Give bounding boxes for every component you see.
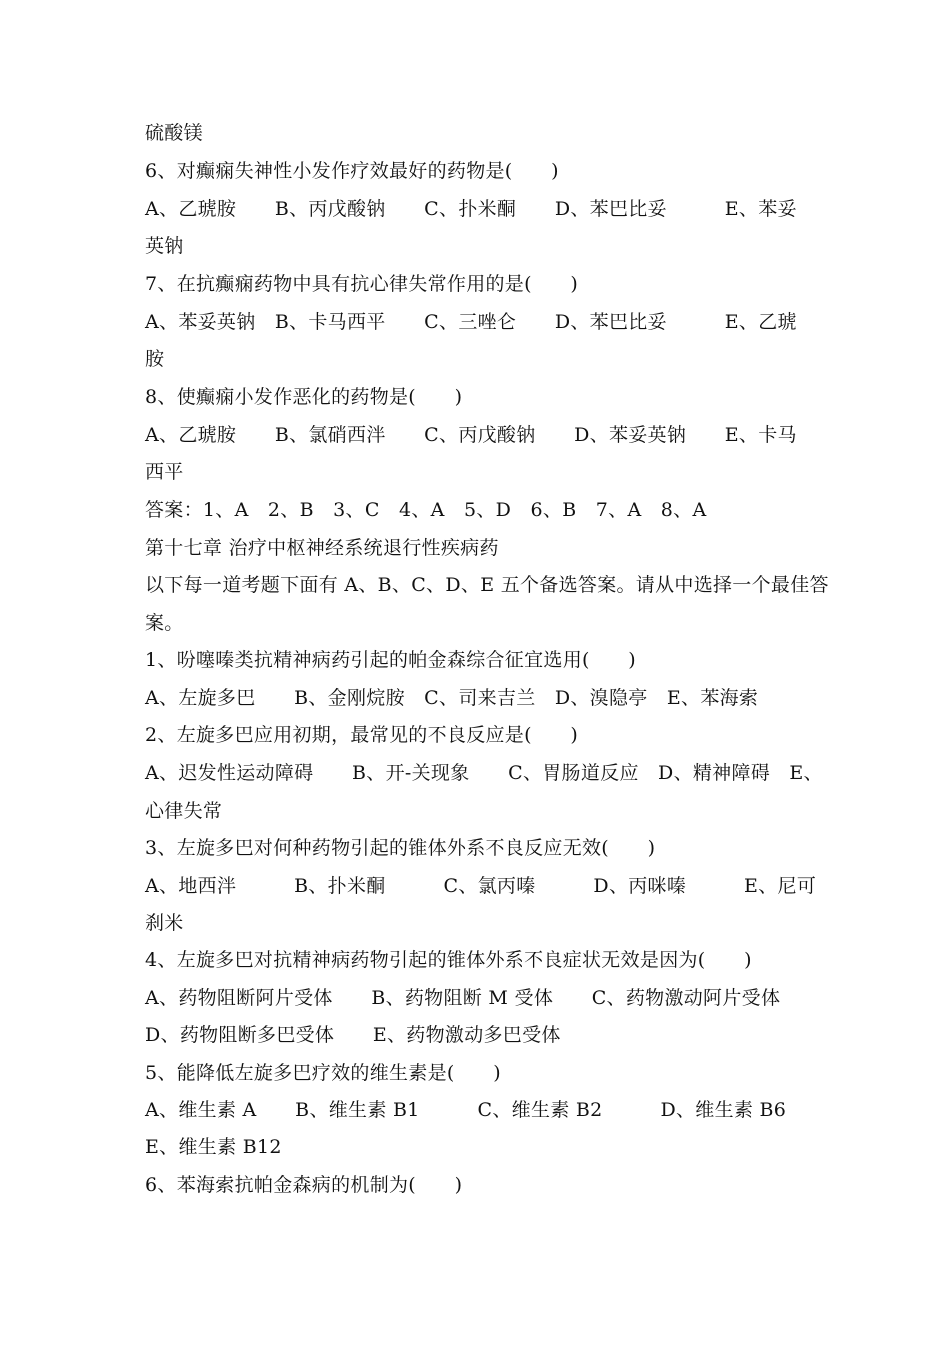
question-2-options: A、迟发性运动障碍 B、开-关现象 C、胃肠道反应 D、精神障碍 E、	[145, 762, 823, 784]
question-1: 1、吩噻嗪类抗精神病药引起的帕金森综合征宜选用( )	[145, 649, 637, 671]
question-8-options: A、乙琥胺 B、氯硝西泮 C、丙戊酸钠 D、苯妥英钠 E、卡马	[145, 424, 797, 446]
question-7-options: A、苯妥英钠 B、卡马西平 C、三唑仑 D、苯巴比妥 E、乙琥	[145, 311, 797, 333]
question-6-options: A、乙琥胺 B、丙戊酸钠 C、扑米酮 D、苯巴比妥 E、苯妥	[145, 198, 797, 220]
question-5-options: A、维生素 A B、维生素 B1 C、维生素 B2 D、维生素 B6	[145, 1099, 787, 1121]
question-8-options-cont: 西平	[145, 461, 184, 483]
instructions: 以下每一道考题下面有 A、B、C、D、E 五个备选答案。请从中选择一个最佳答	[145, 574, 829, 596]
instructions-cont: 案。	[145, 612, 184, 634]
question-3-options: A、地西泮 B、扑米酮 C、氯丙嗪 D、丙咪嗪 E、尼可	[145, 875, 817, 897]
question-6-options-cont: 英钠	[145, 235, 184, 257]
question-4: 4、左旋多巴对抗精神病药物引起的锥体外系不良症状无效是因为( )	[145, 949, 752, 971]
question-3: 3、左旋多巴对何种药物引起的锥体外系不良反应无效( )	[145, 837, 656, 859]
question-6b: 6、苯海索抗帕金森病的机制为( )	[145, 1174, 463, 1196]
question-6: 6、对癫痫失神性小发作疗效最好的药物是( )	[145, 160, 559, 182]
question-1-options: A、左旋多巴 B、金刚烷胺 C、司来吉兰 D、溴隐亭 E、苯海索	[145, 687, 759, 709]
question-5-options-cont: E、维生素 B12	[145, 1136, 282, 1158]
question-5: 5、能降低左旋多巴疗效的维生素是( )	[145, 1062, 501, 1084]
question-3-options-cont: 刹米	[145, 912, 184, 934]
question-2-options-cont: 心律失常	[145, 800, 223, 822]
question-7-options-cont: 胺	[145, 348, 165, 370]
chapter-title: 第十七章 治疗中枢神经系统退行性疾病药	[145, 537, 499, 559]
text-line: 硫酸镁	[145, 122, 203, 144]
question-4-options: A、药物阻断阿片受体 B、药物阻断 M 受体 C、药物激动阿片受体	[145, 987, 781, 1009]
question-7: 7、在抗癫痫药物中具有抗心律失常作用的是( )	[145, 273, 579, 295]
answer-key: 答案：1、A 2、B 3、C 4、A 5、D 6、B 7、A 8、A	[145, 499, 707, 521]
question-8: 8、使癫痫小发作恶化的药物是( )	[145, 386, 463, 408]
question-4-options-cont: D、药物阻断多巴受体 E、药物激动多巴受体	[145, 1024, 561, 1046]
question-2: 2、左旋多巴应用初期，最常见的不良反应是( )	[145, 724, 579, 746]
